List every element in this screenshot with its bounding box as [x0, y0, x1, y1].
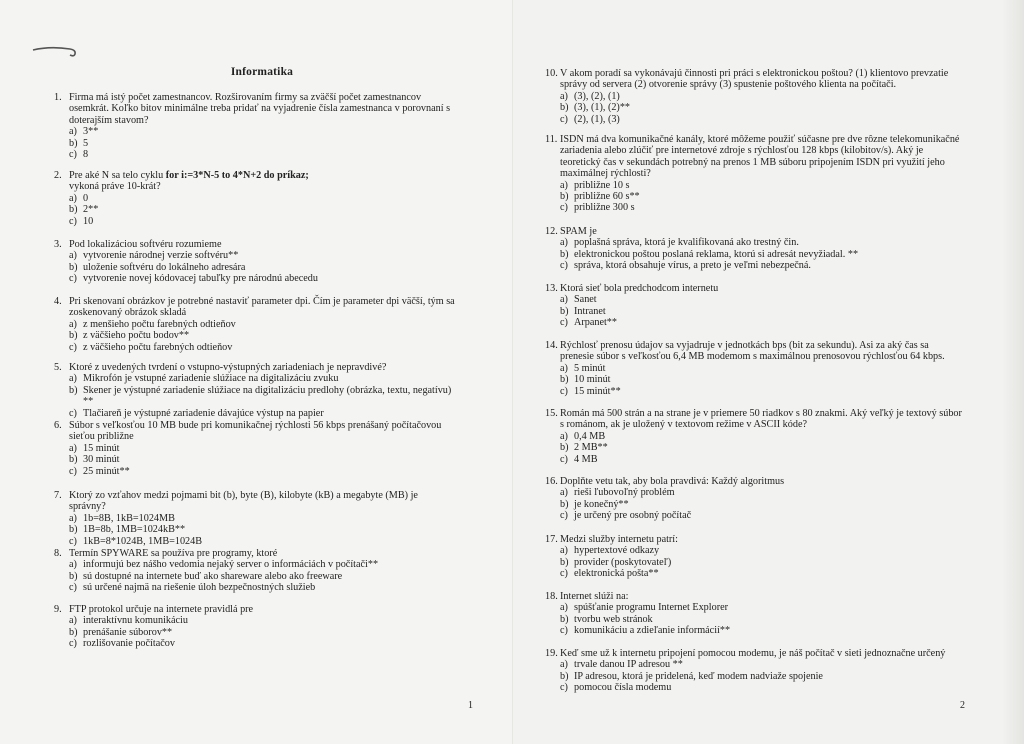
- option-label: b): [69, 261, 78, 273]
- option-text: Intranet: [574, 305, 606, 317]
- option-label: b): [560, 556, 569, 568]
- option-text: 2**: [83, 204, 99, 216]
- question-number: 2.: [54, 170, 62, 181]
- option-label: c): [69, 535, 77, 547]
- answer-option: [54, 627, 456, 638]
- question-17: [545, 534, 965, 580]
- answer-option: [54, 582, 456, 593]
- option-text: 1kB=8*1024B, 1MB=1024B: [83, 535, 203, 547]
- option-label: c): [560, 568, 568, 580]
- question-13: [545, 283, 965, 329]
- question-10: [545, 68, 965, 125]
- option-text: elektronická pošta**: [574, 568, 659, 580]
- answer-option: [54, 559, 456, 570]
- option-text: elektronickou poštou poslaná reklama, ktorú si adresát nevyžiadal. **: [574, 248, 859, 260]
- option-text: (2), (1), (3): [574, 113, 620, 125]
- option-label: c): [69, 215, 77, 227]
- question-1: [54, 92, 456, 160]
- answer-option: [545, 260, 965, 271]
- question-number: 1.: [54, 92, 62, 103]
- option-text: prenášanie súborov**: [83, 626, 173, 638]
- option-label: a): [69, 373, 77, 385]
- answer-option: [545, 191, 965, 202]
- option-text: informujú bez nášho vedomia nejaký server o informáciách v počítači**: [83, 559, 379, 571]
- question-number: 15.: [545, 408, 558, 419]
- question-3: [54, 239, 456, 285]
- question-number: 3.: [54, 239, 62, 250]
- answer-option: [54, 615, 456, 626]
- option-label: c): [69, 465, 77, 477]
- answer-option: [54, 138, 456, 149]
- option-label: b): [69, 330, 78, 342]
- option-text: 0,4 MB: [574, 430, 606, 442]
- option-label: b): [560, 442, 569, 454]
- question-number: 17.: [545, 534, 558, 545]
- option-label: b): [69, 524, 78, 536]
- option-label: a): [560, 487, 568, 499]
- option-text: približne 60 s**: [574, 191, 640, 203]
- question-text: V akom poradí sa vykonávajú činnosti pri práci s elektronickou poštou? (1) klientovo prevzatie správy od servera (2) otvorenie správy (3) spustenie poštového klienta na počítači.: [560, 68, 949, 91]
- option-text: 3**: [83, 126, 99, 138]
- question-text: Ktorý zo vzťahov medzi pojmami bit (b), byte (B), kilobyte (kB) a megabyte (MB) je správny?: [69, 490, 418, 513]
- option-label: a): [560, 294, 568, 306]
- option-text: 4 MB: [574, 453, 598, 465]
- question-text: Pre aké N sa telo cyklu: [69, 170, 166, 181]
- option-text: správa, ktorá obsahuje vírus, a preto je veľmi nebezpečná.: [574, 260, 811, 272]
- document-title: Informatika: [230, 66, 294, 78]
- answer-option: [545, 557, 965, 568]
- answer-option: [545, 294, 965, 305]
- option-label: b): [560, 102, 569, 114]
- option-label: c): [560, 260, 568, 272]
- answer-option: [545, 659, 965, 670]
- option-label: b): [560, 305, 569, 317]
- answer-option: [54, 513, 456, 524]
- answer-option: [545, 614, 965, 625]
- question-9: [54, 604, 456, 650]
- answer-option: [54, 408, 456, 419]
- question-text: Pod lokalizáciou softvéru rozumieme: [69, 239, 222, 250]
- option-text: 5: [83, 137, 89, 149]
- answer-option: [54, 149, 456, 160]
- option-label: b): [69, 626, 78, 638]
- question-19: [545, 648, 965, 694]
- option-text: je konečný**: [574, 498, 629, 510]
- question-number: 5.: [54, 362, 62, 373]
- option-label: a): [69, 442, 77, 454]
- answer-option: [545, 114, 965, 125]
- answer-option: [545, 317, 965, 328]
- option-label: b): [560, 613, 569, 625]
- option-text: 5 minút: [574, 362, 606, 374]
- question-text: Doplňte vetu tak, aby bola pravdivá: Každý algoritmus: [560, 476, 785, 487]
- option-label: c): [560, 510, 568, 522]
- option-label: c): [560, 625, 568, 637]
- option-label: c): [560, 202, 568, 214]
- question-text: Ktorá sieť bola predchodcom internetu: [560, 283, 719, 294]
- pen-mark-icon: [30, 42, 82, 62]
- question-number: 4.: [54, 296, 62, 307]
- answer-option: [545, 431, 965, 442]
- question-number: 14.: [545, 340, 558, 351]
- page-number-right: 2: [960, 700, 965, 711]
- question-text: Keď sme už k internetu pripojení pomocou modemu, je náš počítač v sieti jednoznačne určený: [560, 648, 946, 659]
- answer-option: [545, 625, 965, 636]
- answer-option: [54, 126, 456, 137]
- option-text: 10: [83, 215, 94, 227]
- answer-option: [545, 442, 965, 453]
- question-11: [545, 134, 965, 214]
- question-number: 7.: [54, 490, 62, 501]
- answer-option: [545, 682, 965, 693]
- option-text: (3), (2), (1): [574, 90, 620, 102]
- answer-option: [54, 524, 456, 535]
- answer-option: [54, 204, 456, 215]
- answer-option: [545, 671, 965, 682]
- answer-option: [54, 216, 456, 227]
- question-14: [545, 340, 965, 397]
- answer-option: [545, 568, 965, 579]
- option-text: spúšťanie programu Internet Explorer: [574, 602, 729, 614]
- option-text: 8: [83, 149, 89, 161]
- option-label: b): [69, 570, 78, 582]
- option-label: a): [69, 250, 77, 262]
- answer-option: [545, 510, 965, 521]
- option-label: a): [69, 192, 77, 204]
- option-label: b): [560, 248, 569, 260]
- answer-option: [545, 237, 965, 248]
- option-text: rozlišovanie počítačov: [83, 638, 175, 650]
- option-label: a): [560, 430, 568, 442]
- option-text: 30 minút: [83, 454, 120, 466]
- option-text: pomocou čísla modemu: [574, 682, 672, 694]
- answer-option: [545, 102, 965, 113]
- question-text: Firma má istý počet zamestnancov. Rozširovaním firmy sa zväčší počet zamestnancov osemkrát. Koľko bitov minimálne treba pridať na vyjadrenie čísla zamestnanca v porovnaní s doterajším stavom?: [69, 92, 451, 126]
- question-number: 8.: [54, 548, 62, 559]
- option-text: komunikáciu a zdieľanie informácií**: [574, 625, 731, 637]
- option-text: IP adresou, ktorá je pridelená, keď modem nadviaže spojenie: [574, 670, 823, 682]
- option-label: a): [560, 659, 568, 671]
- question-15: [545, 408, 965, 465]
- question-text: Rýchlosť prenosu údajov sa vyjadruje v jednotkách bps (bit za sekundu). Asi za aký čas sa prenesie súbor s veľkosťou 6,4 MB modemom s maximálnou prenosovou rýchlosťou 64 kbps.: [560, 340, 945, 363]
- option-label: c): [560, 317, 568, 329]
- option-text: 15 minút: [83, 442, 120, 454]
- option-text: sú dostupné na internete buď ako shareware alebo ako freeware: [83, 570, 343, 582]
- page-number-left: 1: [468, 700, 473, 711]
- question-number: 12.: [545, 226, 558, 237]
- question-number: 6.: [54, 420, 62, 431]
- option-label: b): [69, 204, 78, 216]
- answer-option: [54, 262, 456, 273]
- option-label: c): [560, 453, 568, 465]
- option-label: b): [69, 137, 78, 149]
- answer-option: [54, 319, 456, 330]
- question-text: ISDN má dva komunikačné kanály, ktoré môžeme použiť súčasne pre dve rôzne telekomunikačné zariadenia alebo zlúčiť pre internetové zdroje s rýchlosťou 128 kbps (kilobitov/s). Aký je teoretický čas v sekundách potrebný na prenos 1 MB súboru pripojením ISDN pri využití jeho maximálnej rýchlosti?: [560, 134, 960, 180]
- question-2: [54, 170, 456, 227]
- option-label: a): [69, 615, 77, 627]
- question-text-cont: vykoná práve 10-krát?: [69, 181, 161, 193]
- option-label: c): [69, 149, 77, 161]
- answer-option: [545, 487, 965, 498]
- option-text: je určený pre osobný počítač: [574, 510, 692, 522]
- question-text: SPAM je: [560, 226, 597, 237]
- option-text: interaktívnu komunikáciu: [83, 615, 188, 627]
- answer-option: [545, 249, 965, 260]
- question-text: Medzi služby internetu patrí:: [560, 534, 678, 545]
- answer-option: [545, 454, 965, 465]
- answer-option: [54, 193, 456, 204]
- answer-option: [545, 202, 965, 213]
- option-text: poplašná správa, ktorá je kvalifikovaná ako trestný čin.: [574, 237, 799, 249]
- answer-option: [54, 638, 456, 649]
- answer-option: [545, 545, 965, 556]
- answer-option: [54, 454, 456, 465]
- option-text: Skener je výstupné zariadenie slúžiace na digitalizáciu predlohy (obrázka, textu, negatívu) **: [83, 384, 452, 408]
- question-12: [545, 226, 965, 272]
- answer-option: [54, 536, 456, 547]
- option-text: vytvorenie novej kódovacej tabuľky pre národnú abecedu: [83, 273, 318, 285]
- question-text: Súbor s veľkosťou 10 MB bude pri komunikačnej rýchlosti 56 kbps prenášaný počítačovou sieťou približne: [69, 420, 442, 443]
- question-16: [545, 476, 965, 522]
- option-label: c): [69, 582, 77, 594]
- answer-option: [54, 342, 456, 353]
- question-7: [54, 490, 456, 547]
- option-text: Arpanet**: [574, 317, 617, 329]
- answer-option: [54, 373, 456, 384]
- option-text: 2 MB**: [574, 442, 608, 454]
- answer-option: [545, 363, 965, 374]
- answer-option: [54, 273, 456, 284]
- option-label: c): [69, 407, 77, 419]
- option-label: a): [560, 545, 568, 557]
- option-label: a): [560, 237, 568, 249]
- answer-option: [545, 180, 965, 191]
- option-label: b): [69, 454, 78, 466]
- option-text: vytvorenie národnej verzie softvéru**: [83, 250, 239, 262]
- option-text: Mikrofón je vstupné zariadenie slúžiace na digitalizáciu zvuku: [83, 373, 339, 385]
- option-text: Tlačiareň je výstupné zariadenie dávajúce výstup na papier: [83, 407, 324, 419]
- option-text: z menšieho počtu farebných odtieňov: [83, 318, 236, 330]
- answer-option: [545, 374, 965, 385]
- question-text: Termín SPYWARE sa používa pre programy, ktoré: [69, 548, 278, 559]
- option-text: Sanet: [574, 294, 597, 306]
- option-text: približne 10 s: [574, 179, 630, 191]
- option-label: a): [560, 602, 568, 614]
- option-text: 1B=8b, 1MB=1024kB**: [83, 524, 186, 536]
- question-18: [545, 591, 965, 637]
- option-text: trvale danou IP adresou **: [574, 659, 683, 671]
- answer-option: [54, 385, 456, 408]
- option-label: c): [560, 113, 568, 125]
- question-number: 9.: [54, 604, 62, 615]
- question-number: 11.: [545, 134, 558, 145]
- answer-option: [545, 602, 965, 613]
- question-text: FTP protokol určuje na internete pravidlá pre: [69, 604, 254, 615]
- option-label: c): [69, 341, 77, 353]
- option-label: c): [560, 682, 568, 694]
- answer-option: [545, 499, 965, 510]
- question-text: Pri skenovaní obrázkov je potrebné nastaviť parameter dpi. Čím je parameter dpi väčší, tým sa zoskenovaný obrázok skladá: [69, 296, 455, 319]
- option-text: z väčšieho počtu bodov**: [83, 330, 190, 342]
- answer-option: [54, 571, 456, 582]
- option-label: a): [560, 90, 568, 102]
- question-number: 16.: [545, 476, 558, 487]
- question-5: [54, 362, 456, 419]
- option-label: a): [560, 179, 568, 191]
- question-6: [54, 420, 456, 477]
- option-text: hypertextové odkazy: [574, 545, 660, 557]
- option-label: b): [560, 191, 569, 203]
- answer-option: [54, 466, 456, 477]
- answer-option: [54, 443, 456, 454]
- answer-option: [54, 330, 456, 341]
- option-text: z väčšieho počtu farebných odtieňov: [83, 341, 233, 353]
- option-text: tvorbu web stránok: [574, 613, 653, 625]
- question-number: 13.: [545, 283, 558, 294]
- answer-option: [54, 250, 456, 261]
- scan-edge-shadow: [1002, 0, 1024, 744]
- question-number: 19.: [545, 648, 558, 659]
- option-text: 15 minút**: [574, 385, 621, 397]
- option-text: 1b=8B, 1kB=1024MB: [83, 512, 175, 524]
- option-label: b): [560, 670, 569, 682]
- question-number: 10.: [545, 68, 558, 79]
- option-text: (3), (1), (2)**: [574, 102, 631, 114]
- option-label: a): [69, 559, 77, 571]
- option-text: 0: [83, 192, 89, 204]
- option-label: c): [560, 385, 568, 397]
- option-label: a): [69, 126, 77, 138]
- answer-option: [545, 386, 965, 397]
- answer-option: [545, 91, 965, 102]
- option-text: provider (poskytovateľ): [574, 556, 672, 568]
- option-text: sú určené najmä na riešenie úloh bezpečnostných služieb: [83, 582, 316, 594]
- question-text: Ktoré z uvedených tvrdení o vstupno-výstupných zariadeniach je nepravdivé?: [69, 362, 387, 373]
- option-text: 10 minút: [574, 374, 611, 386]
- question-number: 18.: [545, 591, 558, 602]
- option-label: b): [69, 384, 78, 396]
- question-text: Internet slúži na:: [560, 591, 629, 602]
- question-code: for i:=3*N-5 to 4*N+2 do príkaz;: [165, 170, 309, 181]
- option-text: približne 300 s: [574, 202, 635, 214]
- option-label: c): [69, 638, 77, 650]
- question-4: [54, 296, 456, 353]
- option-label: b): [560, 374, 569, 386]
- option-label: a): [69, 318, 77, 330]
- option-text: uloženie softvéru do lokálneho adresára: [83, 261, 246, 273]
- option-text: rieši ľubovoľný problém: [574, 487, 675, 499]
- answer-option: [545, 306, 965, 317]
- question-8: [54, 548, 456, 594]
- option-label: b): [560, 498, 569, 510]
- option-label: a): [560, 362, 568, 374]
- question-text: Román má 500 strán a na strane je v priemere 50 riadkov s 80 znakmi. Aký veľký je textový súbor s románom, ak je uložený v textovom režime v ASCII kóde?: [560, 408, 962, 431]
- option-label: c): [69, 273, 77, 285]
- option-label: a): [69, 512, 77, 524]
- option-text: 25 minút**: [83, 465, 130, 477]
